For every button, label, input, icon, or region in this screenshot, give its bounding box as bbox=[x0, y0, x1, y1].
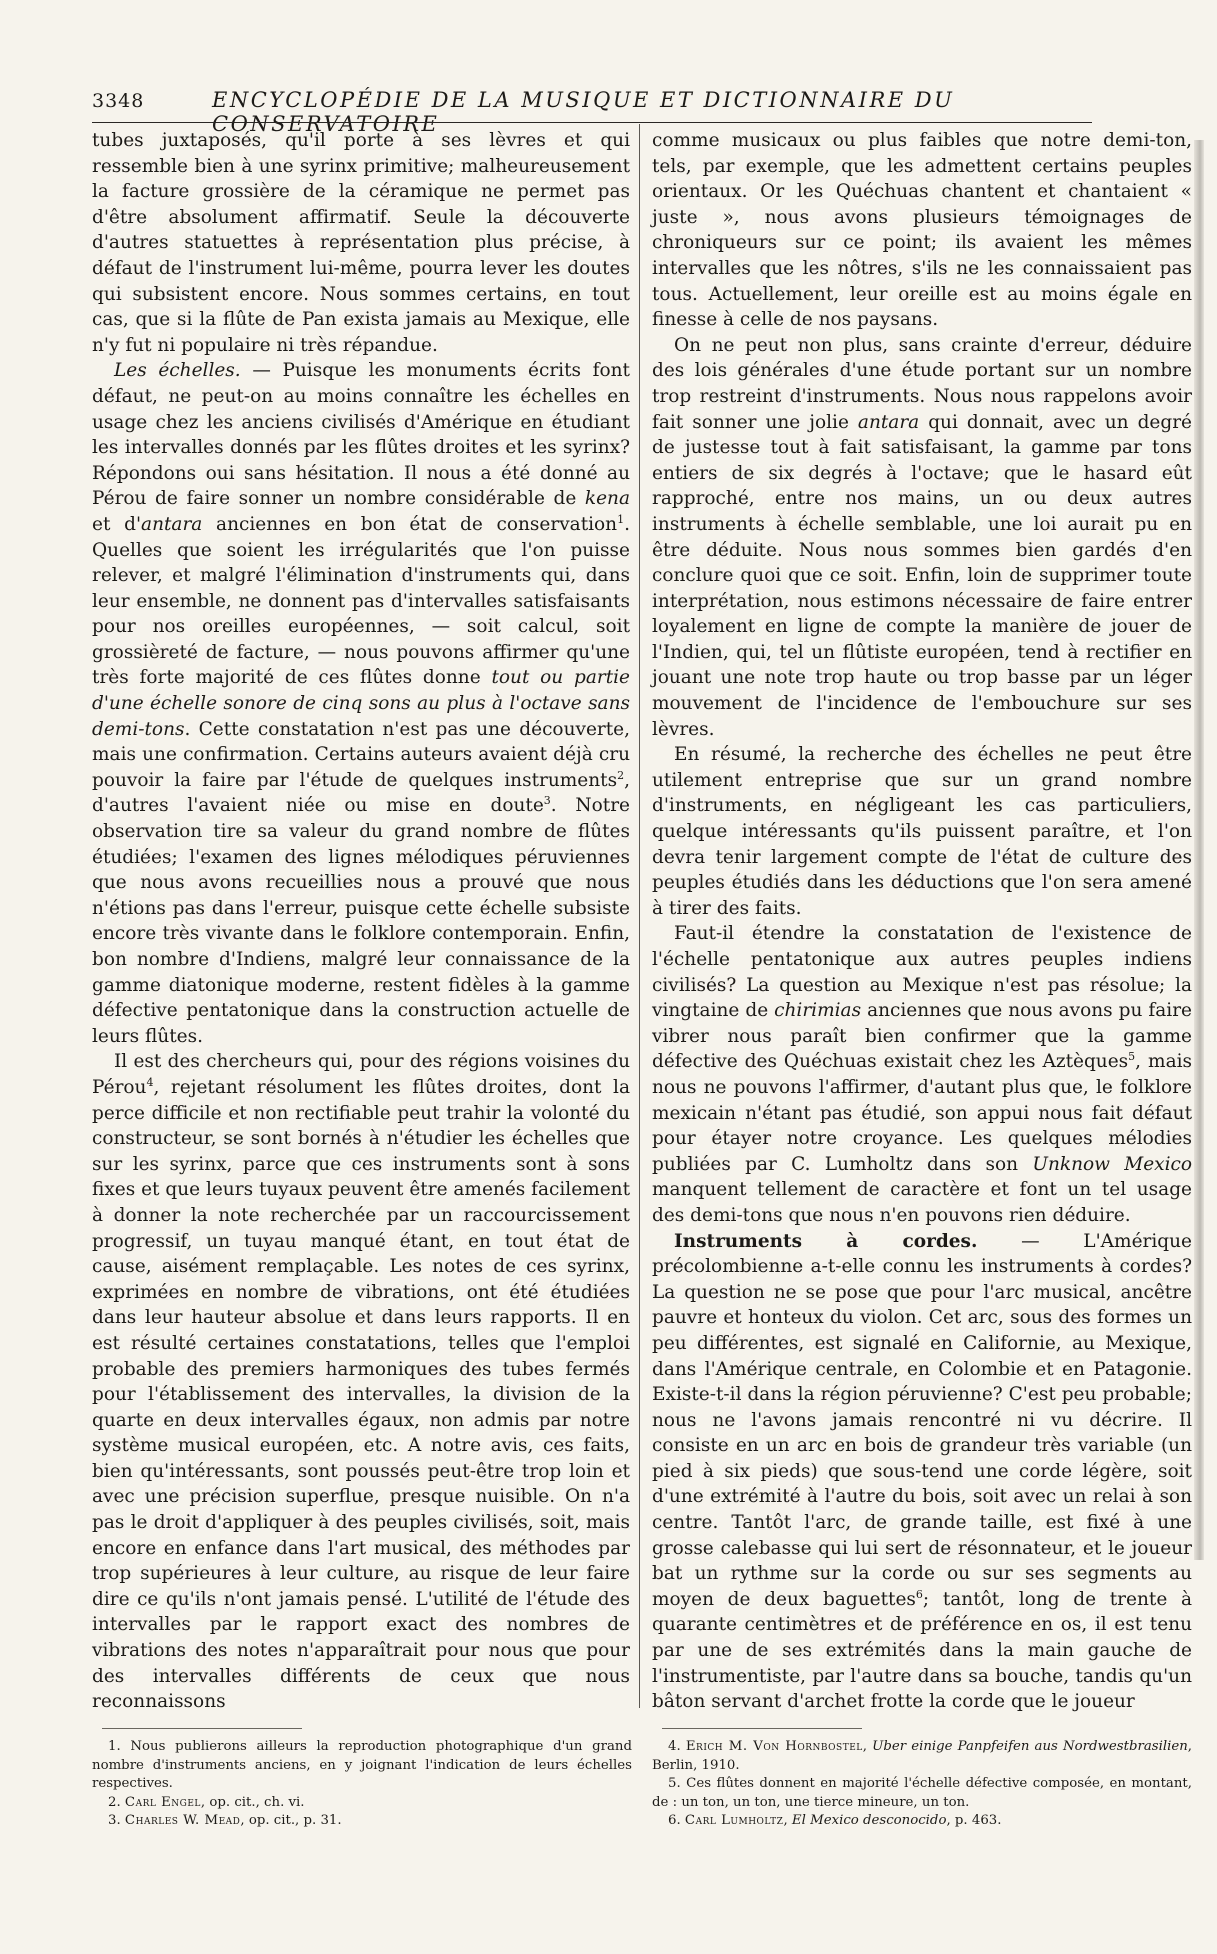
section-label-echelles: Les échelles. bbox=[114, 360, 241, 382]
text-run: . Cette constatation n'est pas une découverte, mais une confirmation. Certains auteurs avaient déjà cru pouvoir la faire par l'étude de quelques instruments bbox=[92, 718, 630, 791]
book-title: Unknow Mexico bbox=[1032, 1153, 1192, 1175]
right-column bbox=[652, 128, 1192, 1715]
page-edge-shadow bbox=[1194, 140, 1204, 1560]
text-run: qui donnait, avec un degré de justesse tout à fait satisfaisant, la gamme par tons entiers de six degrés à l'octave; que le hasard eût rapproché, entre nos mains, un ou deux autres instruments à échelle semblable, une loi aurait pu en être déduite. Nous nous sommes bien gardés d'en conclure quoi que ce soit. Enfin, loin de supprimer toute interprétation, nous estimons nécessaire de faire entrer loyalement en ligne de compte la manière de jouer de l'Indien, qui, tel un flûtiste européen, tend à rectifier en jouant une note trop haute ou trop basse par un léger mouvement de l'incidence de l'embouchure sur ses lèvres. bbox=[652, 411, 1192, 740]
footnote-6 bbox=[652, 1812, 1192, 1831]
text-run: — Puisque les monuments écrits font défaut, ne peut-on au moins connaître les échelles en usage chez les anciens civilisés d'Amérique en étudiant les intervalles donnés par les flûtes droites et les syrinx? Répondons oui sans hésitation. Il nous a été donné au Pérou de faire sonner un nombre considérable de bbox=[92, 360, 630, 510]
footnotes-left bbox=[92, 1738, 632, 1831]
footnote-text: , bbox=[783, 1813, 792, 1829]
paragraph bbox=[652, 921, 1192, 1228]
footnote-text: , op. cit., p. 31. bbox=[240, 1813, 342, 1829]
footnote-2 bbox=[92, 1794, 632, 1813]
footnote-author: Erich M. Von Hornbostel bbox=[685, 1739, 863, 1754]
paragraph: comme musicaux ou plus faibles que notre demi-ton, tels, par exemple, que les admettent certains peuples orientaux. Or les Quéchuas chantent et chantaient « juste », nous avons plusieurs témoignages de chroniqueurs sur ce point; ils avaient les mêmes intervalles que les nôtres, s'ils ne les connaissaient pas tous. Actuellement, leur oreille est au moins égale en finesse à celle de nos paysans. bbox=[652, 130, 1192, 331]
paragraph: En résumé, la recherche des échelles ne peut être utilement entreprise que sur un grand nombre d'instruments, en négligeant les cas particuliers, quelque intéressants qu'ils puissent paraître, et l'on devra tenir largement compte de l'état de culture des peuples étudiés dans les déductions que l'on sera amené à tirer des faits. bbox=[652, 744, 1192, 919]
footnote-number: 4. bbox=[668, 1739, 686, 1754]
paragraph bbox=[652, 333, 1192, 743]
footnote-number: 3. bbox=[108, 1813, 125, 1829]
text-run: Faut-il étendre la constatation de l'existence de l'échelle pentatonique aux autres peuples indiens civilisés? La question au Mexique n'est pas résolue; la vingtaine de bbox=[652, 923, 1192, 1022]
text-run: , mais nous ne pouvons l'affirmer, d'autant plus que, le folklore mexicain n'étant pas étudié, son appui nous fait défaut pour étayer notre croyance. Les quelques mélodies publiées par C. Lumholtz dans son bbox=[652, 1051, 1193, 1175]
section-heading-cordes: Instruments à cordes. bbox=[674, 1230, 978, 1252]
footnote-author: Carl Lumholtz bbox=[684, 1813, 784, 1829]
text-run: manquent tellement de caractère et font un tel usage des demi-tons que nous n'en pouvons rien déduire. bbox=[652, 1179, 1192, 1226]
paragraph: tubes juxtaposés, qu'il porte à ses lèvres et qui ressemble bien à une syrinx primitive; malheureusement la facture grossière de la céramique ne permet pas d'être absolument affirmatif. Seule la découverte d'autres statuettes à représentation plus précise, à défaut de l'instrument lui-même, pourra lever les doutes qui subsistent encore. Nous sommes certains, en tout cas, que si la flûte de Pan exista jamais au Mexique, elle n'y fut ni populaire ni très répandue. bbox=[92, 130, 630, 356]
paragraph bbox=[92, 1049, 630, 1714]
footnote-rule-left bbox=[102, 1728, 302, 1729]
left-column bbox=[92, 128, 630, 1715]
footnote-text: , bbox=[862, 1739, 873, 1754]
text-run: anciennes en bon état de conservation bbox=[202, 513, 618, 535]
footnote-text: , p. 463. bbox=[946, 1813, 1002, 1829]
footnote-number: 6. bbox=[668, 1813, 685, 1829]
paragraph bbox=[92, 358, 630, 1049]
footnote-5: 5. Ces flûtes donnent en majorité l'échelle défective composée, en montant, de : un ton, un ton, une tierce mineure, un ton. bbox=[652, 1776, 1192, 1810]
footnote-title: El Mexico desconocido bbox=[791, 1813, 947, 1829]
running-header bbox=[92, 86, 1092, 136]
text-run: On ne peut non plus, sans crainte d'erreur, déduire des lois générales d'une étude portant sur un nombre trop restreint d'instruments. Nous nous rappelons avoir fait sonner une jolie bbox=[652, 334, 1192, 433]
term-kena: kena bbox=[584, 488, 630, 510]
footnote-1: 1. Nous publierons ailleurs la reproduction photographique d'un grand nombre d'instruments anciens, en y joignant l'indication de leurs échelles respectives. bbox=[92, 1739, 632, 1792]
text-run: , d'autres l'avaient niée ou mise en doute bbox=[92, 769, 630, 817]
footnote-title: Uber einige Panpfeifen aus Nordwestbrasilien bbox=[872, 1739, 1188, 1754]
term-antara: antara bbox=[141, 513, 203, 535]
footnote-ref: 6 bbox=[915, 1587, 923, 1601]
footnote-4 bbox=[652, 1738, 1192, 1775]
footnote-text: , op. cit., ch. vi. bbox=[200, 1794, 305, 1810]
text-run: Il est des chercheurs qui, pour des régions voisines du Pérou bbox=[92, 1051, 630, 1098]
page-number: 3348 bbox=[92, 90, 145, 112]
text-run: . Notre observation tire sa valeur du grand nombre de flûtes étudiées; l'examen des lignes mélodiques péruviennes que nous avons recueillies nous a prouvé que nous n'étions pas dans l'erreur, puisque cette échelle subsiste encore très vivante dans le folklore contemporain. Enfin, bon nombre d'Indiens, malgré leur connaissance de la gamme diatonique moderne, restent fidèles à la gamme défective pentatonique dans la construction actuelle de leurs flûtes. bbox=[92, 795, 630, 1047]
running-title: ENCYCLOPÉDIE DE LA MUSIQUE ET DICTIONNAIRE DU CONSERVATOIRE bbox=[212, 88, 955, 136]
term-chirimias: chirimias bbox=[774, 1000, 862, 1022]
footnote-rule-right bbox=[662, 1728, 862, 1729]
text-run: anciennes que nous avons pu faire vibrer nous paraît bien confirmer que la gamme défective des Quéchuas existait chez les Aztèques bbox=[652, 1000, 1192, 1073]
emphasis: tout ou partie d'une échelle sonore de cinq sons au plus à l'octave sans demi-tons bbox=[92, 667, 630, 740]
column-divider bbox=[639, 124, 640, 1708]
text-run: , rejetant résolument les flûtes droites, dont la perce difficile et non rectifiable peut trahir la volonté du constructeur, se sont bornés à n'étudier les échelles que sur les syrinx, parce que ces instruments sont à sons fixes et que leurs tuyaux peuvent être amenés facilement à donner la note recherchée par un raccourcissement progressif, un tuyau manqué étant, en tout état de cause, aisément remplaçable. Les notes de ces syrinx, exprimées en nombre de vibrations, ont été étudiées dans leur hauteur absolue et dans leurs rapports. Il en est résulté certaines constatations, telles que l'emploi probable des premiers harmoniques des tubes fermés pour l'établissement des intervalles, la division de la quarte en deux intervalles égaux, non admis par notre système musical européen, etc. A notre avis, ces faits, bien qu'intéressants, sont poussés peut-être trop loin et avec une précision superflue, presque nuisible. On n'a pas le droit d'appliquer à des peuples civilisés, soit, mais encore en enfance dans l'art musical, des méthodes par trop supérieures à leur culture, au risque de leur faire dire ce qu'ils n'ont jamais pensé. L'utilité de l'étude des intervalles par le rapport exact des nombres de vibrations des notes n'apparaîtrait pour nous que pour des intervalles différents de ceux que nous reconnaissons bbox=[92, 1076, 631, 1713]
footnote-ref: 4 bbox=[146, 1075, 154, 1089]
text-run: ; tantôt, long de trente à quarante centimètres et de préférence en os, il est tenu par une de ses extrémités dans la main gauche de l'instrumentiste, par l'autre dans sa bouche, tandis qu'un bâton servant d'archet frotte la corde que le joueur bbox=[652, 1588, 1192, 1713]
header-rule bbox=[92, 122, 1092, 123]
footnote-ref: 2 bbox=[617, 768, 625, 782]
footnote-author: Charles W. Mead bbox=[124, 1813, 241, 1829]
text-run: et d' bbox=[92, 513, 142, 535]
footnote-ref: 5 bbox=[1128, 1050, 1136, 1064]
footnote-number: 2. bbox=[108, 1794, 125, 1810]
paragraph bbox=[652, 1229, 1192, 1715]
text-run: . Quelles que soient les irrégularités que l'on puisse relever, et malgré l'élimination d'instruments qui, dans leur ensemble, ne donnent pas d'intervalles satisfaisants pour nos oreilles européennes, — soit calcul, soit grossièreté de facture, — nous pouvons affirmer qu'une très forte majorité de ces flûtes donne bbox=[92, 513, 630, 689]
footnote-3 bbox=[92, 1812, 632, 1831]
footnote-author: Carl Engel bbox=[124, 1794, 201, 1810]
footnote-ref: 1 bbox=[617, 512, 625, 526]
footnote-ref: 3 bbox=[543, 794, 551, 808]
footnote-text: , Berlin, 1910. bbox=[652, 1739, 1192, 1773]
term-antara: antara bbox=[857, 411, 920, 433]
footnotes-right bbox=[652, 1738, 1192, 1831]
text-run: — L'Amérique précolombienne a-t-elle connu les instruments à cordes? La question ne se pose que pour l'arc musical, ancêtre pauvre et honteux du violon. Cet arc, sous des formes un peu différentes, est signalé en Californie, au Mexique, dans l'Amérique centrale, en Colombie et en Patagonie. Existe-t-il dans la région péruvienne? C'est peu probable; nous ne l'avons jamais rencontré ni vu décrire. Il consiste en un arc en bois de grandeur très variable (un pied à six pieds) que sous-tend une corde légère, soit d'une extrémité à l'autre du bois, soit avec un relai à son centre. Tantôt l'arc, de grande taille, est fixé à une grosse calebasse qui lui sert de résonnateur, et le joueur bat un rythme sur la corde ou sur ses segments au moyen de deux baguettes bbox=[652, 1230, 1192, 1610]
